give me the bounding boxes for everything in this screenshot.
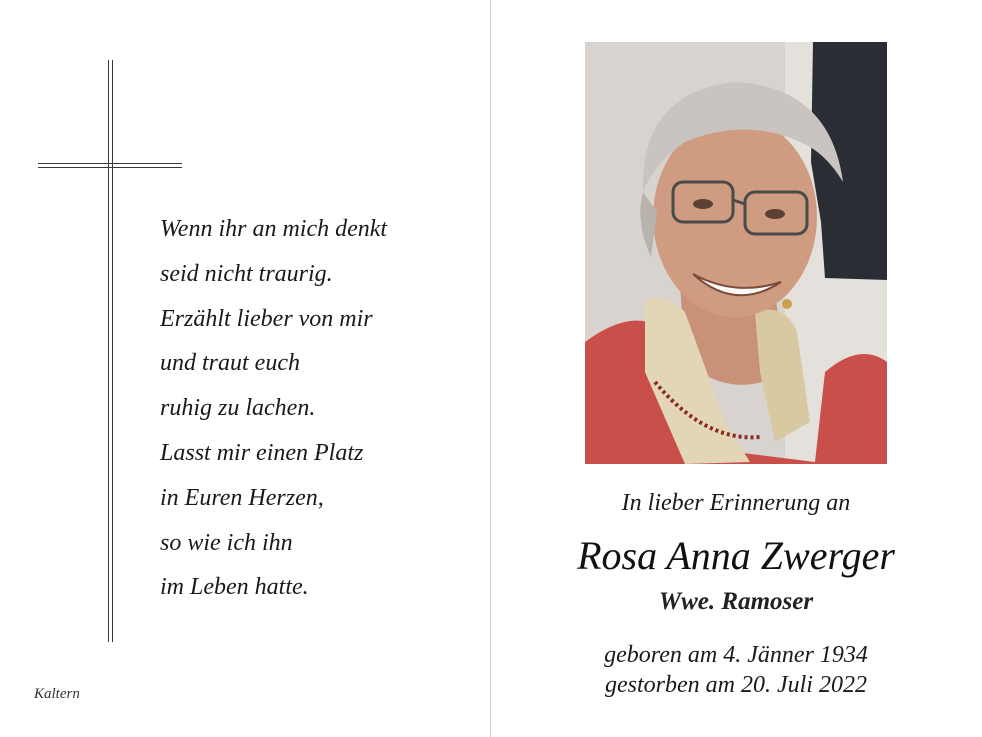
place-label: Kaltern <box>34 686 80 702</box>
poem <box>160 207 387 610</box>
poem-line: Lasst mir einen Platz <box>160 439 364 466</box>
memorial-intro: In lieber Erinnerung an <box>621 490 851 516</box>
fold-divider <box>490 0 491 737</box>
poem-line: im Leben hatte. <box>160 574 309 601</box>
death-date: gestorben am 20. Juli 2022 <box>605 672 867 698</box>
poem-line: Erzählt lieber von mir <box>160 305 373 332</box>
poem-line: seid nicht traurig. <box>160 260 333 287</box>
widow-of: Wwe. Ramoser <box>658 588 814 615</box>
poem-line: Wenn ihr an mich denkt <box>160 216 388 242</box>
poem-line: und traut euch <box>160 350 300 377</box>
poem-line: in Euren Herzen, <box>160 484 324 511</box>
poem-line: so wie ich ihn <box>160 529 293 556</box>
deceased-name: Rosa Anna Zwerger <box>577 533 895 578</box>
poem-line: ruhig zu lachen. <box>160 395 316 422</box>
portrait-photo <box>585 42 887 464</box>
birth-date: geboren am 4. Jänner 1934 <box>604 642 868 668</box>
